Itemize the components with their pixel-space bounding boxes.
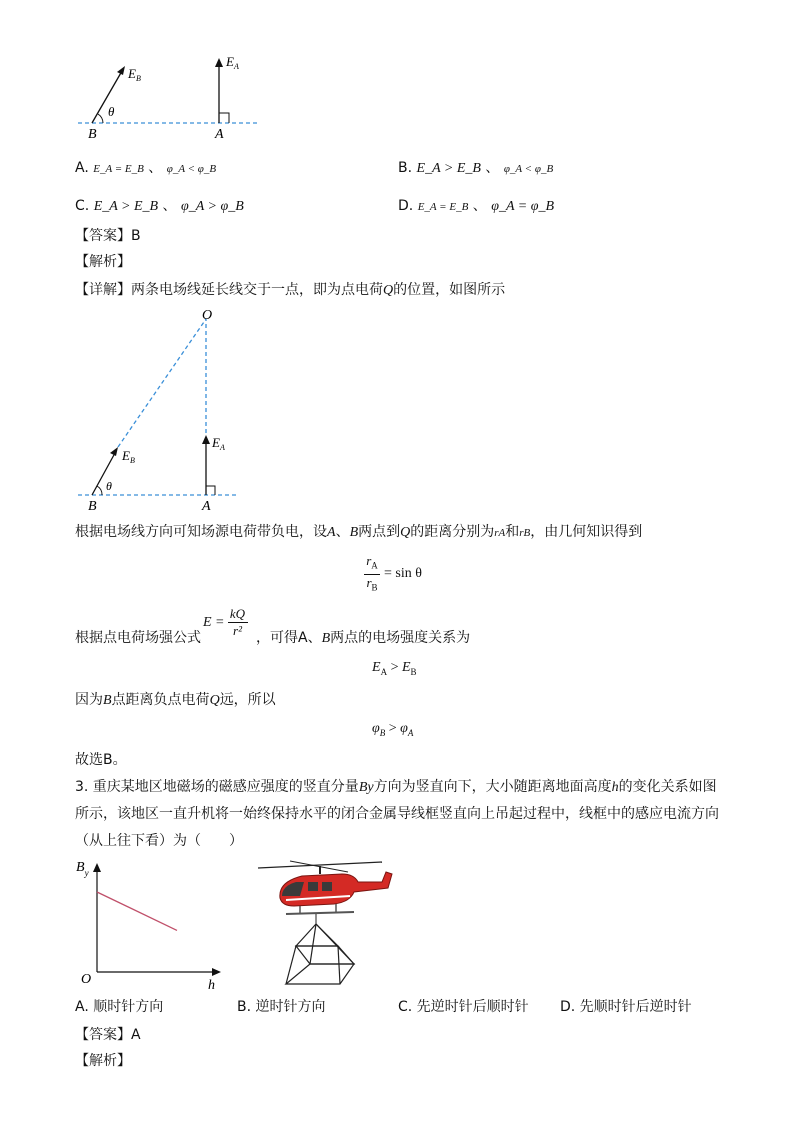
ea-label: $E_A$ bbox=[212, 435, 225, 452]
extension-dashed-line-b bbox=[118, 319, 206, 447]
option-b-expr1: E_A > E_B bbox=[416, 161, 481, 176]
helicopter-illustration bbox=[250, 858, 400, 990]
analysis-3: 【解析】 bbox=[75, 1053, 131, 1069]
theta-arc bbox=[98, 114, 103, 123]
eb-field-line bbox=[92, 71, 122, 123]
question-3-line-2: 所示，该地区一直升机将一始终保持水平的闭合金属导线框竖直向上吊起过程中，线框中的感应电流方向 bbox=[75, 806, 719, 822]
q3-option-d[interactable]: D. 先顺时针后逆时针 bbox=[560, 999, 692, 1015]
answer-1: 【答案】B bbox=[75, 228, 141, 244]
y-axis-label: $B_y$ bbox=[76, 860, 89, 878]
eb-label: $E_B$ bbox=[128, 66, 141, 83]
paragraph-distance-b: 因为B点距离负点电荷Q远，所以 bbox=[75, 692, 276, 708]
point-a-label: A bbox=[202, 499, 211, 514]
eb-arrowhead bbox=[117, 66, 125, 75]
field-lines-figure-1 bbox=[70, 50, 270, 145]
option-a-expr1: E_A = E_B bbox=[93, 163, 144, 175]
analysis-1: 【解析】 bbox=[75, 254, 131, 270]
option-d-expr2: φ_A = φ_B bbox=[491, 199, 554, 214]
helicopter-window bbox=[308, 882, 318, 891]
question-3-line-1: 3. 重庆某地区地磁场的磁感应强度的竖直分量By方向为竖直向下，大小随距离地面高度h的变化关系如图 bbox=[75, 779, 717, 795]
ea-arrowhead bbox=[215, 58, 223, 67]
paragraph-formula: 根据点电荷场强公式 bbox=[75, 630, 201, 646]
equation-field-compare: $E_A > E_B$ bbox=[372, 660, 417, 677]
option-a-expr2: φ_A < φ_B bbox=[166, 163, 217, 175]
option-d[interactable]: D. E_A = E_B 、 φ_A = φ_B bbox=[398, 198, 554, 214]
theta-arc bbox=[97, 486, 102, 495]
detail-line: 【详解】两条电场线延长线交于一点，即为点电荷Q的位置，如图所示 bbox=[75, 282, 506, 298]
conclusion: 故选B。 bbox=[75, 752, 127, 768]
ea-label: $E_A$ bbox=[226, 54, 239, 71]
eb-label: $E_B$ bbox=[122, 448, 135, 465]
coulomb-formula: E = kQ r² bbox=[203, 606, 248, 639]
right-angle-mark bbox=[219, 113, 229, 123]
theta-label: θ bbox=[106, 479, 112, 493]
q3-option-b[interactable]: B. 逆时针方向 bbox=[237, 999, 326, 1015]
option-c-expr2: φ_A > φ_B bbox=[181, 199, 244, 214]
point-b-label: B bbox=[88, 127, 97, 142]
equation-ratio: $r_A$ $r_B$ = sin θ bbox=[364, 553, 422, 595]
option-c[interactable]: C. E_A > E_B 、 φ_A > φ_B bbox=[75, 198, 244, 214]
paragraph-formula-tail: ，可得A、B两点的电场强度关系为 bbox=[256, 630, 471, 646]
series-line bbox=[97, 892, 177, 930]
point-b-label: B bbox=[88, 499, 97, 514]
option-b-expr2: φ_A < φ_B bbox=[503, 163, 554, 175]
paragraph-distance: 根据电场线方向可知场源电荷带负电，设A、B两点到Q的距离分别为rA和rB，由几何知识得到 bbox=[75, 524, 643, 540]
y-axis-arrow bbox=[93, 863, 101, 872]
option-d-expr1: E_A = E_B bbox=[417, 201, 469, 213]
option-a[interactable]: A. E_A = E_B 、 φ_A < φ_B bbox=[75, 160, 217, 176]
question-3-line-3: （从上往下看）为（ ） bbox=[75, 833, 243, 849]
x-axis-arrow bbox=[212, 968, 221, 976]
point-a-label: A bbox=[215, 127, 224, 142]
by-h-graph bbox=[72, 855, 232, 995]
q3-option-c[interactable]: C. 先逆时针后顺时针 bbox=[398, 999, 529, 1015]
origin-label: O bbox=[81, 972, 92, 987]
landing-skid bbox=[286, 912, 354, 914]
option-c-expr1: E_A > E_B bbox=[93, 199, 159, 214]
eb-arrowhead bbox=[110, 447, 118, 456]
ea-arrowhead bbox=[202, 435, 210, 444]
q3-option-a[interactable]: A. 顺时针方向 bbox=[75, 999, 164, 1015]
equation-potential-compare: $\varphi_B > \varphi_A$ bbox=[372, 721, 414, 738]
x-axis-label: h bbox=[208, 978, 215, 993]
point-o-label: O bbox=[202, 308, 213, 323]
wire-frame-pyramid bbox=[286, 924, 354, 984]
answer-3: 【答案】A bbox=[75, 1027, 141, 1043]
theta-label: θ bbox=[108, 104, 115, 119]
field-lines-figure-2 bbox=[70, 305, 270, 515]
helicopter-window-2 bbox=[322, 882, 332, 891]
option-b[interactable]: B. E_A > E_B 、 φ_A < φ_B bbox=[398, 160, 554, 176]
right-angle-mark bbox=[206, 486, 215, 495]
